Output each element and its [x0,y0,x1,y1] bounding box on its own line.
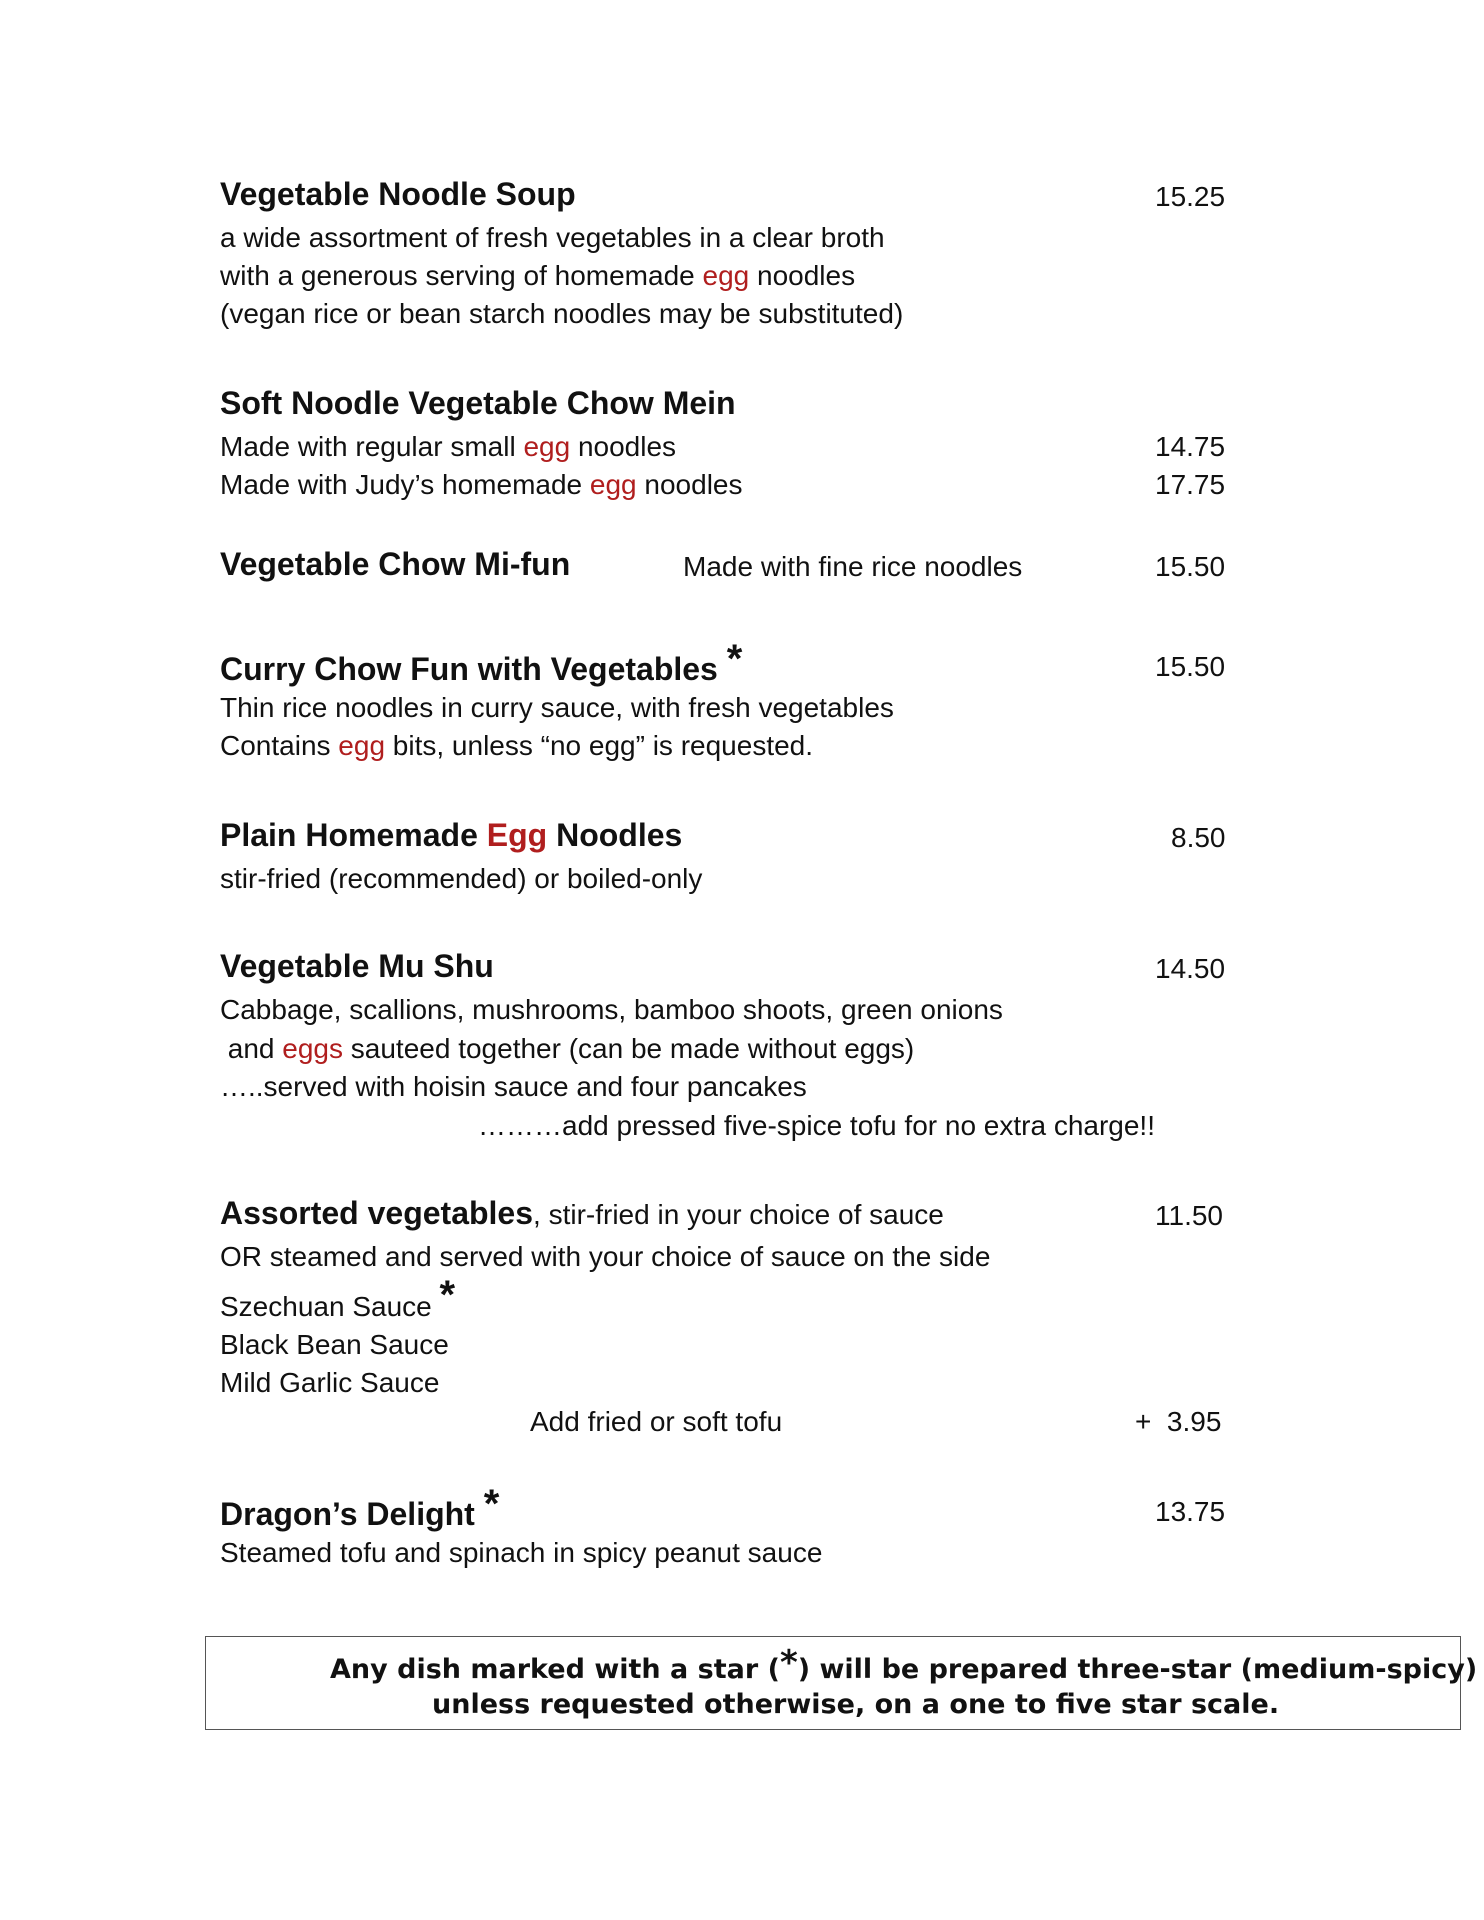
text-segment: Any dish marked with a star ( [330,1654,780,1685]
item-price: 15.25 [1155,181,1226,212]
note-line-1 [330,1643,1478,1687]
text-segment: Made with Judy’s homemade [220,469,590,500]
text-segment: with a generous serving of homemade [220,260,703,291]
egg-highlight: eggs [282,1033,343,1064]
item-title-assorted-vegetables [220,1195,944,1232]
item-description-line [220,1033,914,1065]
option-price: 17.75 [1155,469,1226,500]
sauce-option [220,1273,456,1326]
note-line-2: unless requested otherwise, on a one to five star scale. [432,1689,1280,1720]
option-line [220,469,743,501]
item-title-mu-shu: Vegetable Mu Shu [220,948,494,984]
item-description-line: Cabbage, scallions, mushrooms, bamboo shoots, green onions [220,994,1003,1025]
item-price: 13.75 [1155,1496,1226,1527]
item-title-dragons-delight [220,1482,500,1535]
item-description-line: stir-fried (recommended) or boiled-only [220,863,703,894]
item-description-line [220,730,813,762]
star-icon: * [779,1643,798,1683]
sauce-option: Mild Garlic Sauce [220,1367,440,1398]
egg-highlight: egg [338,730,386,761]
item-price: 14.50 [1155,953,1226,984]
item-description-line [220,260,855,292]
text-segment: Plain Homemade [220,817,487,853]
egg-highlight: egg [702,260,750,291]
option-line [220,431,676,463]
star-icon: * [726,637,743,681]
item-price: 8.50 [1171,822,1226,853]
item-title-vegetable-noodle-soup: Vegetable Noodle Soup [220,176,576,212]
text-segment: Made with regular small [220,431,524,462]
sauce-option: Black Bean Sauce [220,1329,449,1360]
item-price: 15.50 [1155,651,1226,682]
egg-highlight: egg [523,431,571,462]
item-description-line: Steamed tofu and spinach in spicy peanut sauce [220,1537,823,1568]
star-icon: * [439,1273,456,1317]
star-icon: * [483,1482,500,1526]
item-price: 15.50 [1155,551,1226,582]
text-segment: and [220,1033,283,1064]
spice-note-box [205,1636,1478,1730]
item-description-line: OR steamed and served with your choice of sauce on the side [220,1241,991,1272]
item-title-chow-mein: Soft Noodle Vegetable Chow Mein [220,385,736,421]
item-description-line: …..served with hoisin sauce and four pancakes [220,1071,807,1102]
sauce-name: Szechuan Sauce [220,1291,432,1322]
title-text: Curry Chow Fun with Vegetables [220,651,718,687]
item-title-chow-mi-fun: Vegetable Chow Mi-fun [220,546,571,582]
title-text: Dragon’s Delight [220,1496,475,1532]
option-price: 14.75 [1155,431,1226,462]
egg-highlight: Egg [486,817,548,853]
item-price: 11.50 [1155,1200,1223,1231]
item-description-line: a wide assortment of fresh vegetables in a clear broth [220,222,885,253]
text-segment: noodles [570,431,677,462]
item-description-line: Thin rice noodles in curry sauce, with fresh vegetables [220,692,894,723]
text-segment: sauteed together (can be made without eggs) [343,1033,915,1064]
title-suffix: , stir-fried in your choice of sauce [533,1199,944,1230]
addon-label: Add fried or soft tofu [530,1406,783,1437]
text-segment: noodles [749,260,856,291]
item-inline-note: Made with fine rice noodles [683,551,1023,582]
item-extra-note: ………add pressed five-spice tofu for no extra charge!! [478,1110,1155,1141]
item-title-plain-egg-noodles [220,817,682,854]
item-description-line: (vegan rice or bean starch noodles may be substituted) [220,298,904,329]
title-text: Assorted vegetables [220,1195,534,1231]
text-segment: Contains [220,730,339,761]
item-title-curry-chow-fun [220,637,743,690]
text-segment: noodles [636,469,743,500]
text-segment: Noodles [547,817,683,853]
text-segment: bits, unless “no egg” is requested. [385,730,814,761]
egg-highlight: egg [589,469,637,500]
addon-price: + 3.95 [1135,1406,1222,1437]
text-segment: ) will be prepared three-star (medium-spicy) [797,1654,1478,1685]
